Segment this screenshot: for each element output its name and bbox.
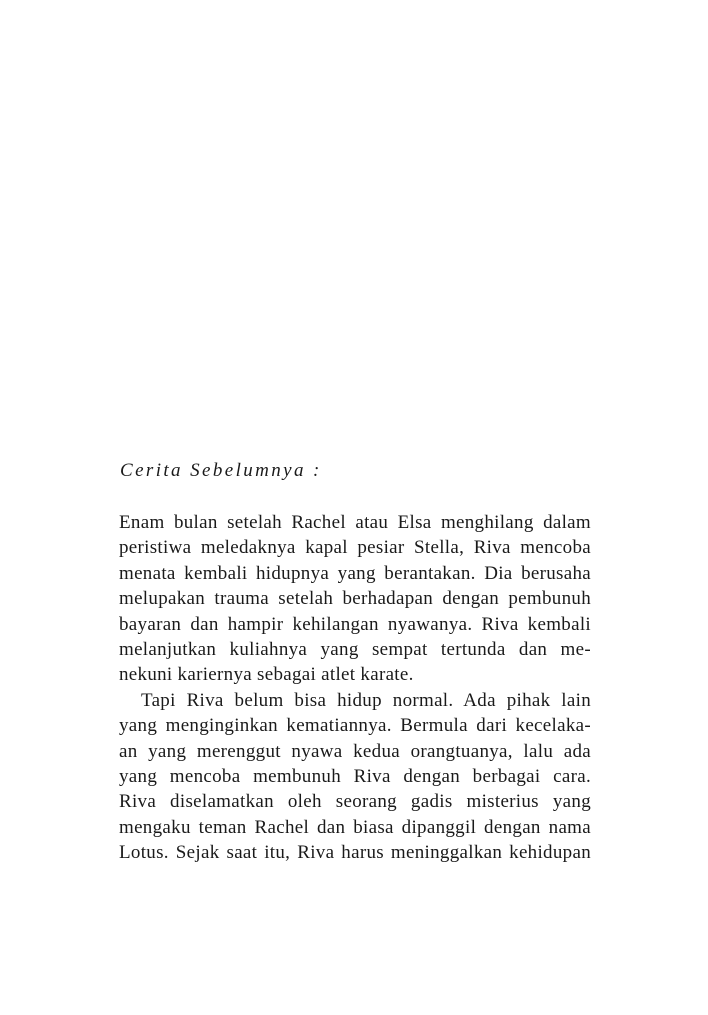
text-line: melanjutkan kuliahnya yang sempat tertunda dan me- [119,638,591,660]
paragraph-2 [119,688,591,866]
paragraph-1 [119,510,591,688]
text-line: yang menginginkan kematiannya. Bermula dari kecelaka- [119,715,591,737]
text-line: melupakan trauma setelah berhadapan dengan pembunuh [119,588,591,610]
story-summary [119,510,591,865]
text-line: bayaran dan hampir kehilangan nyawanya. Riva kembali [119,613,591,635]
text-line: yang mencoba membunuh Riva dengan berbagai cara. [119,765,591,787]
text-line: Tapi Riva belum bisa hidup normal. Ada pihak lain [141,689,591,711]
text-line: nekuni kariernya sebagai atlet karate. [119,664,414,686]
text-line: Lotus. Sejak saat itu, Riva harus meninggalkan kehidupan [119,842,591,864]
text-line: Riva diselamatkan oleh seorang gadis misterius yang [119,791,591,813]
text-line: peristiwa meledaknya kapal pesiar Stella, Riva mencoba [119,537,591,559]
section-heading: Cerita Sebelumnya : [120,460,322,481]
text-line: mengaku teman Rachel dan biasa dipanggil dengan nama [119,816,591,838]
text-line: Enam bulan setelah Rachel atau Elsa menghilang dalam [119,512,591,533]
text-line: menata kembali hidupnya yang berantakan. Dia berusaha [119,562,591,584]
text-line: an yang merenggut nyawa kedua orangtuanya, lalu ada [119,740,591,762]
